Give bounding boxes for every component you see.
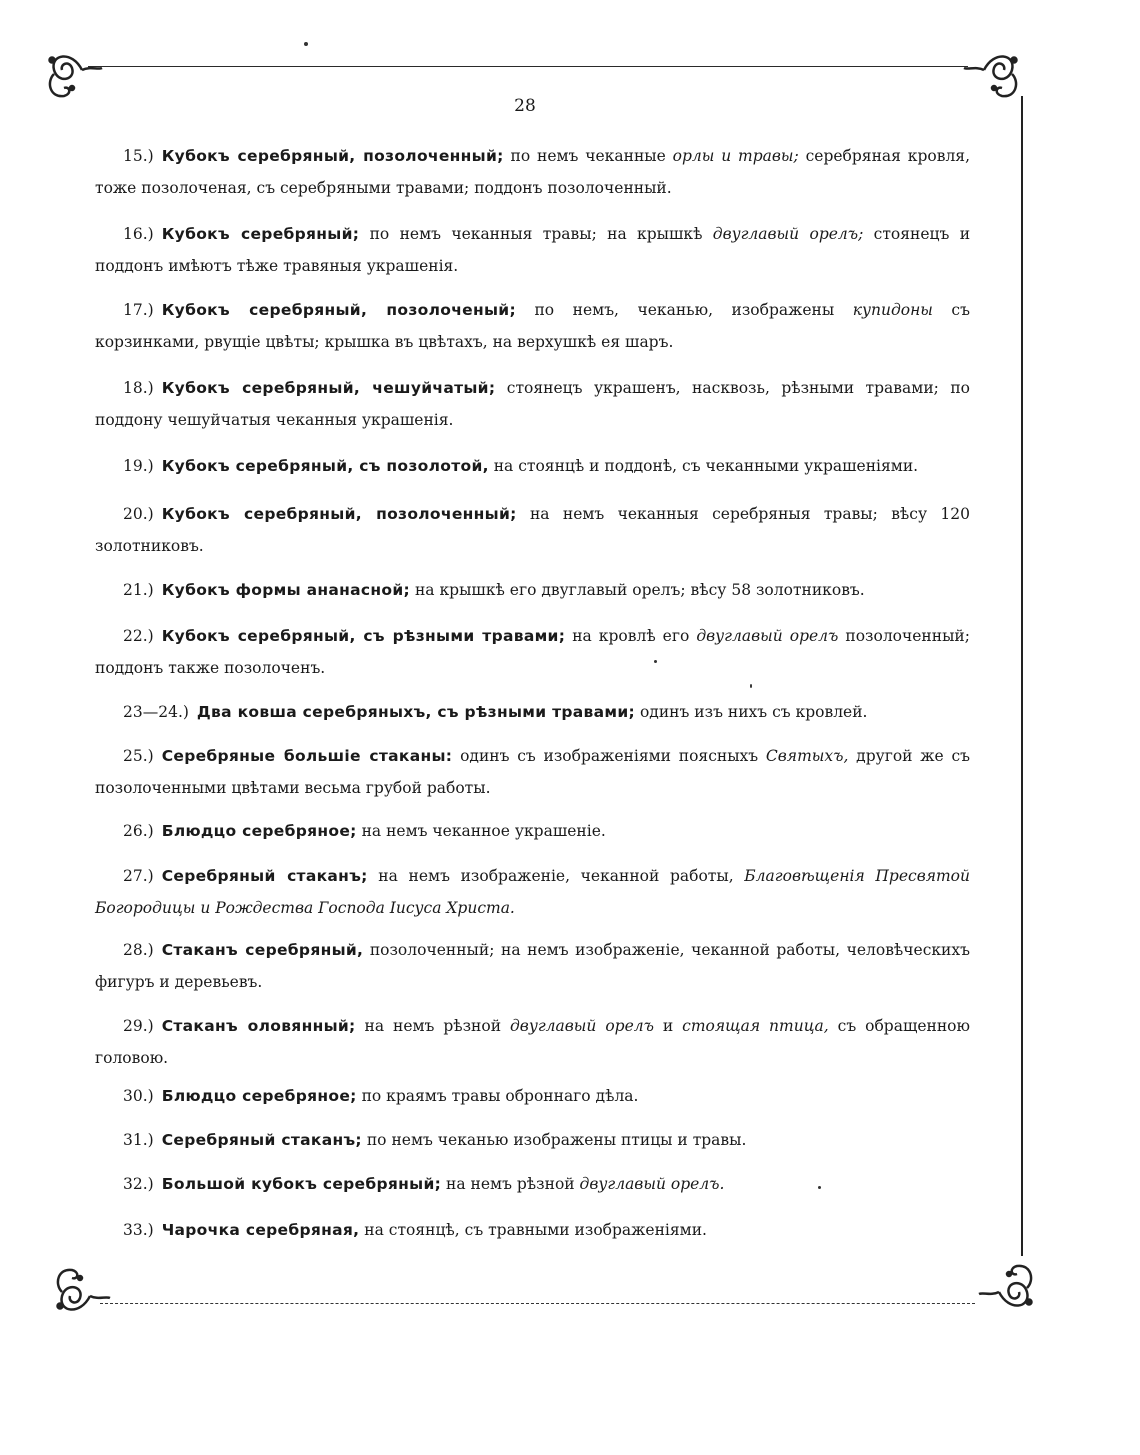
- entry-text: позолоченный; поддонъ также позолоченъ.: [95, 627, 970, 677]
- entry-text: серебряная кровля, тоже позолоченая, съ серебряными травами; поддонъ позолоченный.: [95, 147, 970, 197]
- entry-text: одинъ съ изображеніями поясныхъ: [452, 747, 766, 765]
- flourish-top-right-icon: [960, 40, 1024, 104]
- entry-number: 29.): [123, 1017, 154, 1035]
- entry-text: по немъ чеканные: [503, 147, 673, 165]
- inventory-entry-17: [95, 294, 970, 358]
- entry-text: по немъ, чеканью, изображены: [515, 301, 853, 319]
- entry-text: на кровлѣ его: [565, 627, 697, 645]
- inventory-entry-15: [95, 140, 970, 204]
- entry-text: на стоянцѣ, съ травными изображеніями.: [359, 1221, 707, 1239]
- entry-title: Серебряный стаканъ;: [161, 1131, 362, 1149]
- entry-text: съ корзинками, рвущіе цвѣты; крышка въ цвѣтахъ, на верхушкѣ ея шаръ.: [95, 301, 970, 351]
- entry-text: стоянецъ и поддонъ имѣютъ тѣже травяныя украшенія.: [95, 225, 971, 275]
- inventory-entry-30: [95, 1080, 970, 1112]
- inventory-entry-22: [95, 620, 970, 684]
- entry-number: 28.): [123, 941, 154, 959]
- entry-number: 19.): [123, 457, 154, 475]
- flourish-bottom-right-icon: [975, 1258, 1039, 1322]
- entry-title: Кубокъ серебряный, позолоченый;: [161, 301, 516, 319]
- entry-title: Большой кубокъ серебряный;: [161, 1175, 442, 1193]
- entry-title: Кубокъ формы ананасной;: [161, 581, 411, 599]
- entry-number: 31.): [123, 1131, 154, 1149]
- entry-title: Два ковша серебряныхъ, съ рѣзными травами;: [196, 703, 636, 721]
- entry-title: Кубокъ серебряный, позолоченный;: [161, 147, 504, 165]
- entry-italic: стоящая птица,: [682, 1017, 829, 1035]
- entry-number: 25.): [123, 747, 154, 765]
- entry-number: 17.): [123, 301, 154, 319]
- scan-speck: [654, 660, 657, 663]
- entry-title: Блюдцо серебряное;: [161, 822, 357, 840]
- inventory-entry-25: [95, 740, 970, 804]
- entry-text: по немъ чеканныя травы; на крышкѣ: [359, 225, 713, 243]
- entry-number: 23—24.): [123, 703, 189, 721]
- inventory-entry-28: [95, 934, 970, 998]
- entry-text: стоянецъ украшенъ, насквозь, рѣзными травами; по поддону чешуйчатыя чеканныя украшенія.: [95, 379, 970, 429]
- entry-text: и: [653, 1017, 683, 1035]
- entry-italic: двуглавый орелъ;: [712, 225, 864, 243]
- inventory-entry-33: [95, 1214, 970, 1246]
- entry-text: по немъ чеканью изображены птицы и травы.: [361, 1131, 747, 1149]
- entry-italic: двуглавый орелъ: [509, 1017, 654, 1035]
- entry-number: 33.): [123, 1221, 154, 1239]
- page-number: 28: [514, 96, 536, 116]
- entry-italic: двуглавый орелъ.: [579, 1175, 725, 1193]
- inventory-entry-29: [95, 1010, 970, 1074]
- entry-number: 27.): [123, 867, 154, 885]
- entry-text: на стоянцѣ и поддонѣ, съ чеканными украшеніями.: [488, 457, 919, 475]
- entry-italic: купидоны: [852, 301, 933, 319]
- entry-text: на немъ чеканныя серебряныя травы; вѣсу 120 золотниковъ.: [95, 505, 970, 555]
- entry-number: 22.): [123, 627, 154, 645]
- scan-speck: [818, 1186, 821, 1189]
- inventory-entry-32: [95, 1168, 970, 1200]
- entry-number: 21.): [123, 581, 154, 599]
- scan-speck: [750, 684, 752, 688]
- entry-number: 30.): [123, 1087, 154, 1105]
- flourish-bottom-left-icon: [50, 1262, 114, 1326]
- right-border-line: [1021, 96, 1023, 1256]
- flourish-top-left-icon: [42, 40, 106, 104]
- inventory-entry-18: [95, 372, 970, 436]
- entry-title: Серебряный стаканъ;: [161, 867, 368, 885]
- entry-title: Кубокъ серебряный, позолоченный;: [161, 505, 517, 523]
- entry-title: Кубокъ серебряный, съ рѣзными травами;: [161, 627, 566, 645]
- entry-number: 15.): [123, 147, 154, 165]
- entry-title: Стаканъ серебряный,: [161, 941, 364, 959]
- entry-italic: Святыхъ,: [765, 747, 849, 765]
- entry-title: Серебряные большіе стаканы:: [161, 747, 453, 765]
- entry-title: Стаканъ оловянный;: [161, 1017, 356, 1035]
- entry-number: 16.): [123, 225, 154, 243]
- entry-italic: орлы и травы;: [672, 147, 799, 165]
- entry-text: на крышкѣ его двуглавый орелъ; вѣсу 58 золотниковъ.: [410, 581, 865, 599]
- inventory-entry-23-24: [95, 696, 970, 728]
- entry-text: по краямъ травы оброннаго дѣла.: [356, 1087, 639, 1105]
- entry-text: одинъ изъ нихъ съ кровлей.: [635, 703, 868, 721]
- inventory-entry-16: [95, 218, 970, 282]
- entry-number: 32.): [123, 1175, 154, 1193]
- entry-title: Кубокъ серебряный, чешуйчатый;: [161, 379, 496, 397]
- inventory-entry-19: [95, 450, 970, 482]
- inventory-entry-21: [95, 574, 970, 606]
- entry-number: 26.): [123, 822, 154, 840]
- entry-text: позолоченный; на немъ изображеніе, чеканной работы, человѣческихъ фигуръ и деревьевъ.: [95, 941, 970, 991]
- entry-title: Кубокъ серебряный;: [161, 225, 360, 243]
- top-rule: [88, 66, 968, 67]
- entry-text: на немъ изображеніе, чеканной работы,: [367, 867, 745, 885]
- entry-text: другой же съ позолоченными цвѣтами весьма грубой работы.: [95, 747, 970, 797]
- entry-italic: Благовѣщенія Пресвятой Богородицы и Рождества Господа Іисуса Христа.: [95, 867, 970, 917]
- entry-number: 20.): [123, 505, 154, 523]
- bottom-rule: [100, 1303, 975, 1304]
- scan-speck: [304, 42, 308, 46]
- entry-number: 18.): [123, 379, 154, 397]
- entry-text: на немъ рѣзной: [441, 1175, 580, 1193]
- inventory-entry-20: [95, 498, 970, 562]
- entry-text: на немъ рѣзной: [355, 1017, 510, 1035]
- inventory-entry-26: [95, 815, 970, 847]
- entry-text: на немъ чеканное украшеніе.: [356, 822, 606, 840]
- entry-title: Чарочка серебряная,: [161, 1221, 360, 1239]
- entry-title: Кубокъ серебряный, съ позолотой,: [161, 457, 489, 475]
- inventory-entry-31: [95, 1124, 970, 1156]
- entry-italic: двуглавый орелъ: [696, 627, 839, 645]
- inventory-entry-27: [95, 860, 970, 924]
- entry-text: съ обращенною головою.: [95, 1017, 971, 1067]
- entry-title: Блюдцо серебряное;: [161, 1087, 357, 1105]
